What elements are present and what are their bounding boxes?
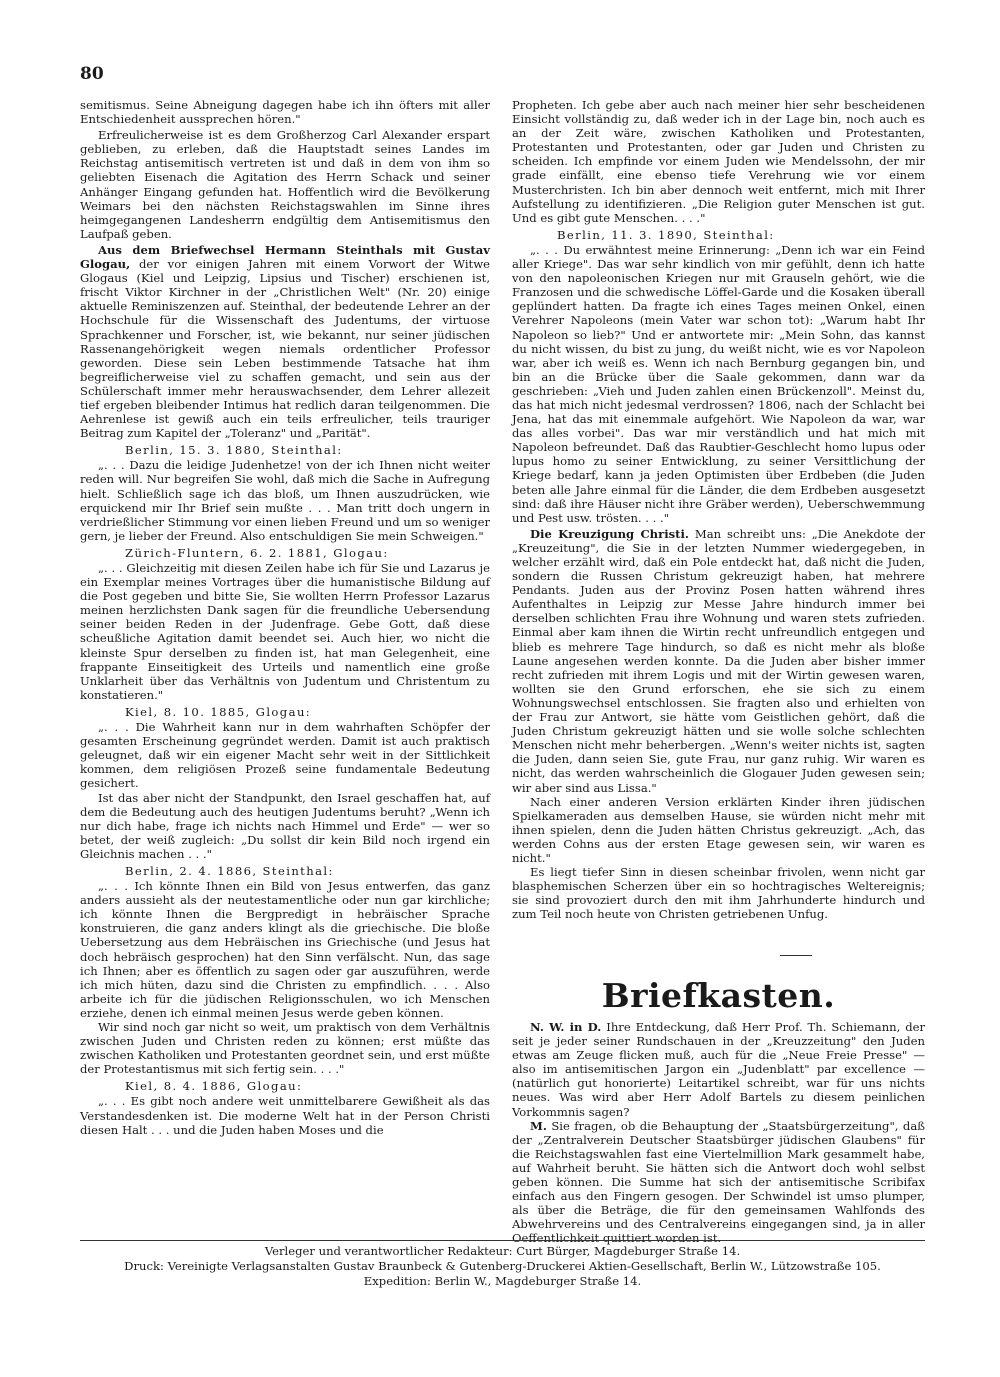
briefkasten-entry [512,1119,925,1246]
letter-text: „. . . Ich könnte Ihnen ein Bild von Jesus entwerfen, das ganz anders aussieht als der neutestamentliche oder nun gar kirchliche; ich könnte Ihnen die Bergpredigt in hebräischer Sprache konstruieren, die ganz anders klingt als die griechische. Die bloße Uebersetzung aus dem Hebräischen ins Griechische (und Jesus hat doch hebräisch gesprochen) hat den Sinn verfälscht. Nun, das sage ich Ihnen; aber es öffentlich zu sagen oder gar auszuführen, werde ich mich hüten, dazu sind die Christen zu empfindlich. . . . Also arbeite ich für die jüdischen Religionsschulen, wo ich Menschen erziehe, denen ich einmal meinen Jesus werde geben können. [80,879,490,1020]
letter-text: „. . . Gleichzeitig mit diesen Zeilen habe ich für Sie und Lazarus je ein Exemplar meines Vortrages über die humanistische Bildung auf die Post gegeben und bitte Sie, Sie wollten Herrn Professor Lazarus meinen herzlichsten Dank sagen für die freundliche Uebersendung seiner beiden Reden in der Judenfrage. Gebe Gott, daß diese scheußliche Agitation damit beendet sei. Auch hier, wo nicht die kleinste Spur derselben zu finden ist, hat man Gelegenheit, eine frappante Einseitigkeit des Urteils und namentlich eine große Unklarheit über das Verhältnis von Judentum und Christentum zu konstatieren." [80,561,490,702]
letter-text: „. . . Dazu die leidige Judenhetze! von der ich Ihnen nicht weiter reden will. Nur begreifen Sie wohl, daß mich die Sache in Aufregung hielt. Schließlich sage ich das bloß, um Ihnen auszudrücken, wie erquickend mir Ihr Brief sein mußte . . . Man tritt doch ungern in verdrießlicher Stimmung vor einen lieben Freund und um so weniger gern, je lieber der Freund. Also entschuldigen Sie mein Schweigen." [80,458,490,543]
left-column [80,98,490,1137]
entry-text: Sie fragen, ob die Behauptung der „Staatsbürgerzeitung", daß der „Zentralverein Deutscher Staatsbürger jüdischen Glaubens" für die Reichstagswahlen fast eine Viertelmillion Mark gesammelt habe, auf Wahrheit beruht. Sie hätten sich die Antwort doch wohl selbst geben können. Die Summe hat sich der antisemitische Scribifax einfach aus den Fingern gesogen. Der Schwindel ist umso plumper, als über die Beträge, die für den gemeinsamen Wahlfonds des Abwehrvereins und des Centralvereins eingegangen sind, ja in aller Oeffentlichkeit quittiert worden ist. [512,1118,926,1246]
letter-heading: Berlin, 15. 3. 1880, Steinthal: [125,443,343,458]
letter-text: Ist das aber nicht der Standpunkt, den Israel geschaffen hat, auf dem die Bedeutung auch des heutigen Judentums beruht? „Wenn ich nur dich habe, frage ich nichts nach Himmel und Erde" — wer so betet, der weiß zugleich: „Du sollst dir kein Bild noch irgend ein Gleichnis machen . . ." [80,790,490,861]
footer-divider [80,1240,925,1241]
briefkasten-entry [512,1020,925,1119]
imprint-footer [80,1244,925,1289]
article-heading: Aus dem Briefwechsel Hermann Steinthals mit Gustav Glogau, [80,242,490,272]
imprint-expedition: Expedition: Berlin W., Magdeburger Straße 14. [363,1274,642,1288]
article-kreuzigung [512,527,925,795]
briefkasten-title: Briefkasten. [601,976,836,1015]
letter-text: Propheten. Ich gebe aber auch nach meiner hier sehr bescheidenen Einsicht vollständig zu, daß weder ich in der Lage bin, noch auch es an der Zeit wäre, zwischen Katholiken und Protestanten, Protestanten und Protestanten, oder gar Juden und Christen zu scheiden. Ich empfinde vor einem Juden wie Mendelssohn, der mir grade einfällt, eine ebenso tiefe Verehrung wie vor einem Musterchristen. Ich bin aber dennoch weit entfernt, mich mit Ihrer Aufstellung zu identifizieren. „Die Religion guter Menschen ist gut. Und es gibt gute Menschen. . . ." [512,98,925,225]
letter-text: Wir sind noch gar nicht so weit, um praktisch von dem Verhältnis zwischen Juden und Christen reden zu können; erst müßte das zwischen Katholiken und Protestanten geordnet sein, und erst müßte der Protestantismus mit sich fertig sein. . . ." [80,1020,490,1077]
letter-heading: Berlin, 2. 4. 1886, Steinthal: [125,863,334,878]
letter-heading: Kiel, 8. 10. 1885, Glogau: [125,704,312,719]
entry-text: Ihre Entdeckung, daß Herr Prof. Th. Schiemann, der seit je jeder seiner Rundschauen in der „Kreuzzeitung" den Juden etwas am Zeuge flicken muß, auch für die „Neue Freie Presse" — also im antisemitischen Jargon ein „Judenblatt" par excellence — (natürlich gut honorierte) Leitartikel schreibt, war für uns nichts neues. Was wird aber Herr Adolf Bartels zu diesem peinlichen Vorkommnis sagen? [512,1020,926,1119]
article-text: Man schreibt uns: „Die Anekdote der „Kreuzeitung", die Sie in der letzten Nummer wiedergegeben, in welcher erzählt wird, daß ein Pole entdeckt hat, daß nicht die Juden, sondern die Russen Christum gekreuzigt haben, hat mehrere Pendants. Juden aus der Provinz Posen hatten während ihres Aufenthaltes in Leipzig zur Messe Jahre hindurch immer bei derselben schlichten Frau ihre Wohnung und waren stets zufrieden. Einmal aber kam ihnen die Wirtin recht unfreundlich entgegen und blieb es mehrere Tage hindurch, so daß es nicht mehr als bloße Laune angesehen werden konnte. Da die Juden aber bisher immer recht zufrieden mit ihrem Logis und mit der Wirtin gewesen waren, wollten sie den Grund erforschen, ehe sie sich zu einem Wohnungswechsel entschlossen. Sie fragten also und erhielten von der Frau zur Antwort, sie hätte vom Geistlichen gehört, daß die Juden Christum gekreuzigt hätten und sie wolle solche schlechten Menschen nicht mehr beherbergen. „Wenn's weiter nichts ist, sagten die Juden, dann seien Sie, gute Frau, nur ganz ruhig. Wir waren es nicht, das werden wahrscheinlich die Glogauer Juden gewesen sein; wir aber sind aus Lissa." [512,526,925,795]
letter-heading: Zürich-Fluntern, 6. 2. 1881, Glogau: [125,545,389,560]
paragraph: Erfreulicherweise ist es dem Großherzog Carl Alexander erspart geblieben, zu erleben, daß die Hauptstadt seines Landes im Reichstag antisemitisch vertreten ist und daß in dem von ihm so geliebten Eisenach die Agitation des Herrn Schack und seiner Anhänger Eingang gefunden hat. Hoffentlich wird die Bevölkerung Weimars bei den nächsten Reichstagswahlen im Sinne ihres heimgegangenen Landesherrn endgültig dem Antisemitismus den Laufpaß geben. [80,128,490,241]
paragraph: Es liegt tiefer Sinn in diesen scheinbar frivolen, wenn nicht gar blasphemischen Scherzen über ein so hochtragisches Weltereignis; sie sind provoziert durch den mit ihm Jahrhunderte hindurch und zum Teil noch heute von Christen getriebenen Unfug. [512,865,925,922]
letter-heading: Kiel, 8. 4. 1886, Glogau: [125,1079,303,1094]
right-column [512,98,925,921]
briefkasten-column [512,1020,925,1246]
entry-addressee: N. W. in D. [530,1020,602,1034]
paragraph: semitismus. Seine Abneigung dagegen habe ich ihn öfters mit aller Entschiedenheit aussprechen hören." [80,98,490,127]
letter-text: „. . . Es gibt noch andere weit unmittelbarere Gewißheit als das Verstandesdenken ist. Die moderne Welt hat in der Person Christi diesen Halt . . . und die Juden haben Moses und die [80,1094,490,1137]
imprint-printer: Druck: Vereinigte Verlagsanstalten Gustav Braunbeck & Gutenberg-Druckerei Aktien-Gesellschaft, Berlin W., Lützowstraße 105. [124,1259,881,1273]
article-heading: Die Kreuzigung Christi. [530,526,689,541]
paragraph: Nach einer anderen Version erklärten Kinder ihren jüdischen Spielkameraden aus demselben Hause, sie würden nicht mehr mit ihnen spielen, denn die Juden hätten Christus gekreuzigt. „Ach, das werden Cohns aus der ersten Etage gewesen sein, wir waren es nicht." [512,794,925,865]
letter-text: „. . . Du erwähntest meine Erinnerung: „Denn ich war ein Feind aller Kriege". Das war sehr kindlich von mir gefühlt, denn ich hatte von den napoleonischen Kriegen nur mit Grauseln gehört, wie die Franzosen und die schwedische Löffel-Garde und die Kosaken überall geplündert hatten. Da fragte ich eines Tages meinen Onkel, einen Verehrer Napoleons (mein Vater war schon tot): „Warum habt Ihr Napoleon so lieb?" Und er antwortete mir: „Mein Sohn, das kannst du nicht wissen, du bist zu jung, du weißt nicht, wie es vor Napoleon war, aber ich weiß es. Wenn ich nach Bernburg gegangen bin, und bin an die Brücke über die Saale gekommen, dann war da geschrieben: „Vieh und Juden zahlen einen Brückenzoll". Meinst du, das hat mich nicht jedesmal verdrossen? 1806, nach der Schlacht bei Jena, hat das mit einemmale aufgehört. Wie Napoleon da war, war das alles vorbei". Das war mir verständlich und hat mich mit Napoleon befreundet. Daß das Raubtier-Geschlecht homo lupus oder lupus homo zu seiner Entwicklung, zu seiner Versittlichung der Kriege bedarf, kann ja jeden Optimisten über Erdbeben (die Juden beten alle Jahre einmal für die Länder, die dem Erdbeben ausgesetzt sind: daß ihre Häuser nicht ihre Gräber werden), Ueberschwemmung und Pest usw. trösten. . . ." [512,242,925,525]
article-steinthal-glogau [80,243,490,440]
letter-text: „. . . Die Wahrheit kann nur in dem wahrhaften Schöpfer der gesamten Erscheinung gegründet werden. Damit ist auch praktisch geleugnet, daß wir ein eigener Macht sehr weit in der Sittlichkeit kommen, dem religiösen Prozeß seine fundamentale Bedeutung gesichert. [80,720,490,791]
article-text: der vor einigen Jahren mit einem Vorwort der Witwe Glogaus (Kiel und Leipzig, Lipsius und Tischer) erschienen ist, frischt Viktor Kirchner in der „Christlichen Welt" (Nr. 20) einige aktuelle Reminiszenzen auf. Steinthal, der bedeutende Lehrer an der Hochschule für die Wissenschaft des Judentums, der virtuose Sprachkenner und Forscher, ist, wie bekannt, nur seiner jüdischen Rassenangehörigkeit wegen niemals ordentlicher Professor geworden. Diese sein Leben bestimmende Tatsache hat ihm begreiflicherweise viel zu schaffen gemacht, und sein aus der Schülerschaft immer mehr herauswachsender, dem Lehrer allezeit tief ergeben bleibender Intimus hat redlich daran teilgenommen. Die Aehrenlese ist gewiß auch ein teils erfreulicher, teils trauriger Beitrag zum Kapitel der „Toleranz" und „Parität". [80,257,490,441]
page-number: 80 [80,64,104,84]
entry-addressee: M. [530,1118,547,1133]
letter-heading: Berlin, 11. 3. 1890, Steinthal: [557,227,775,242]
section-divider [780,955,812,956]
imprint-publisher: Verleger und verantwortlicher Redakteur: Curt Bürger, Magdeburger Straße 14. [264,1244,741,1258]
